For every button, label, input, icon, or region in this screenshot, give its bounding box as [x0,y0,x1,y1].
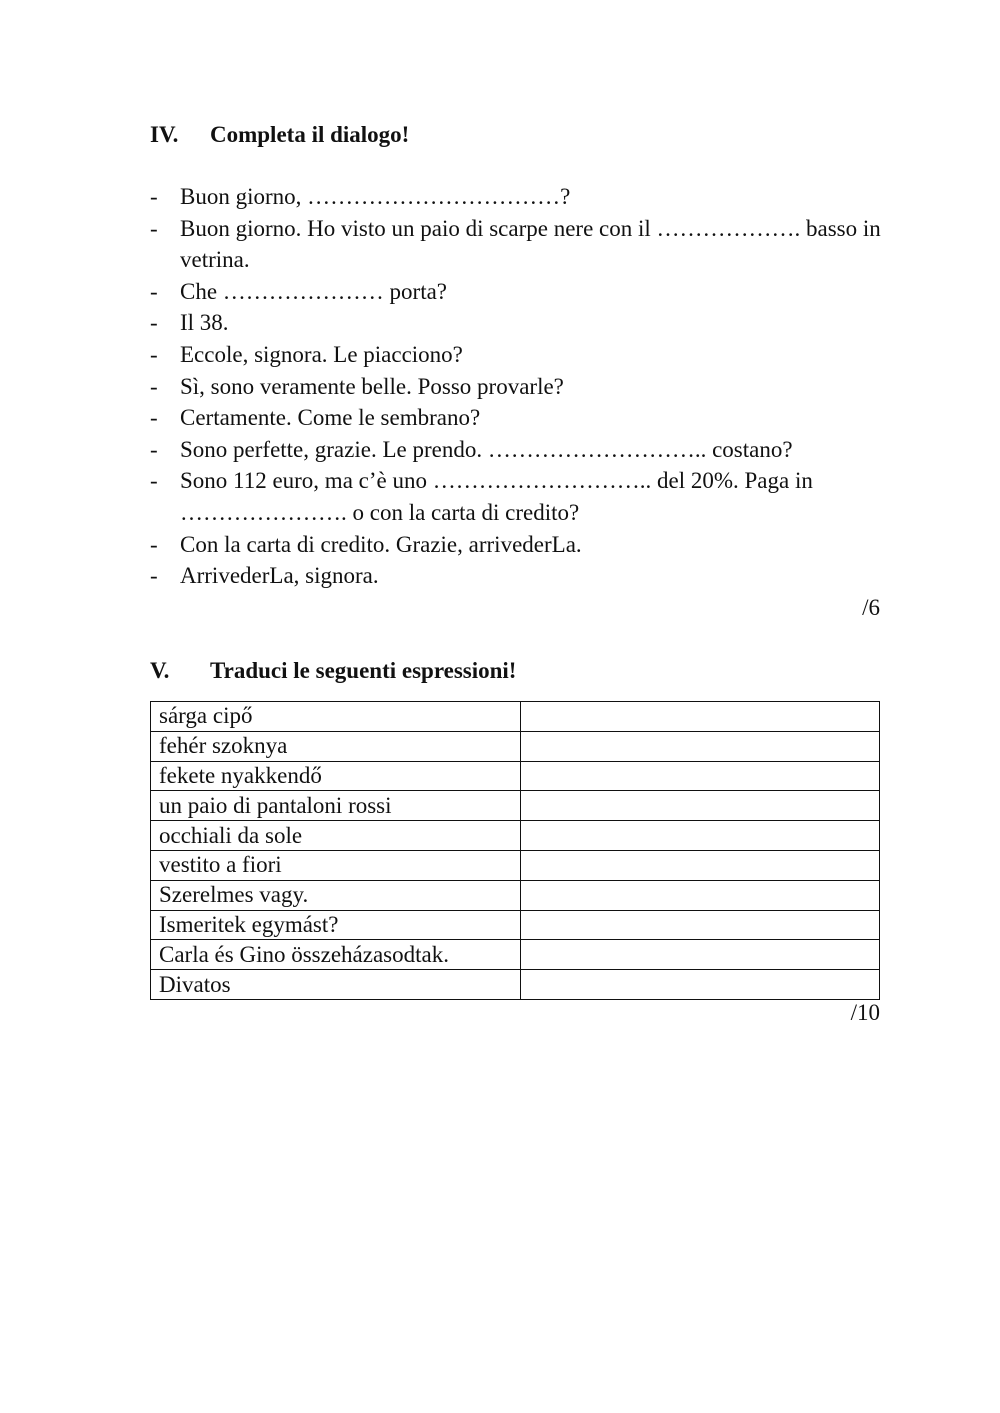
answer-cell[interactable] [521,731,880,761]
dialog-line-text: Sono perfette, grazie. Le prendo. ……………………….. costano? [180,436,793,462]
dialog-dash: - [150,531,158,557]
term-cell: occhiali da sole [151,821,521,851]
answer-cell[interactable] [521,702,880,732]
dialog-line-text: Il 38. [180,310,229,336]
dialog-line-text: Certamente. Come le sembrano? [180,405,481,431]
dialog-dash: - [150,341,158,367]
answer-cell[interactable] [521,850,880,880]
dialog-line-text: Che ………………… porta? [180,278,448,304]
dialog-line-text: Eccole, signora. Le piacciono? [180,341,463,367]
term-cell: fehér szoknya [151,731,521,761]
dialog-line [150,434,885,466]
table-row [151,731,880,761]
table-row [151,821,880,851]
term-cell: Carla és Gino összeházasodtak. [151,940,521,970]
section-4-title: Completa il dialogo! [210,122,410,147]
dialog-line-text: Con la carta di credito. Grazie, arrivederLa. [180,531,582,557]
table-row [151,970,880,1000]
dialog-dash: - [150,215,158,241]
translation-table [150,701,880,1000]
section-5-title: Traduci le seguenti espressioni! [210,658,517,683]
dialog-dash: - [150,436,158,462]
section-4-number: IV. [150,122,179,147]
term-cell: Divatos [151,970,521,1000]
dialog-line-text: Sono 112 euro, ma c’è uno ……………………….. del 20%. Paga in …………………. o con la carta di credito? [180,468,813,525]
table-row [151,702,880,732]
dialog-line [150,371,885,403]
table-row [151,761,880,791]
answer-cell[interactable] [521,940,880,970]
dialog-line [150,307,885,339]
section-5-heading [150,656,516,686]
dialog-list [150,181,885,592]
table-row [151,910,880,940]
term-cell: Ismeritek egymást? [151,910,521,940]
term-cell: Szerelmes vagy. [151,880,521,910]
dialog-line [150,181,885,213]
dialog-line [150,276,885,308]
dialog-dash: - [150,468,158,494]
dialog-dash: - [150,405,158,431]
table-row [151,880,880,910]
dialog-line [150,465,885,528]
term-cell: un paio di pantaloni rossi [151,791,521,821]
dialog-dash: - [150,184,158,209]
answer-cell[interactable] [521,910,880,940]
dialog-line-text: ArrivederLa, signora. [180,563,379,589]
dialog-line [150,402,885,434]
term-cell: vestito a fiori [151,850,521,880]
section-5-number: V. [150,658,170,683]
section-4-heading [150,120,409,150]
dialog-line [150,560,885,592]
dialog-line-text: Buon giorno, ……………………………? [180,184,571,209]
answer-cell[interactable] [521,821,880,851]
dialog-dash: - [150,373,158,399]
section-4-score: /6 [862,595,880,620]
term-cell: sárga cipő [151,702,521,732]
table-row [151,850,880,880]
dialog-dash: - [150,563,158,589]
answer-cell[interactable] [521,970,880,1000]
answer-cell[interactable] [521,761,880,791]
dialog-line [150,339,885,371]
term-cell: fekete nyakkendő [151,761,521,791]
dialog-dash: - [150,310,158,336]
answer-cell[interactable] [521,791,880,821]
section-5-score: /10 [850,1000,880,1025]
dialog-line [150,529,885,561]
dialog-line-text: Buon giorno. Ho visto un paio di scarpe nere con il ………………. basso in vetrina. [180,215,881,273]
dialog-line [150,213,885,276]
answer-cell[interactable] [521,880,880,910]
dialog-line-text: Sì, sono veramente belle. Posso provarle? [180,373,564,399]
table-row [151,791,880,821]
table-row [151,940,880,970]
dialog-dash: - [150,278,158,304]
